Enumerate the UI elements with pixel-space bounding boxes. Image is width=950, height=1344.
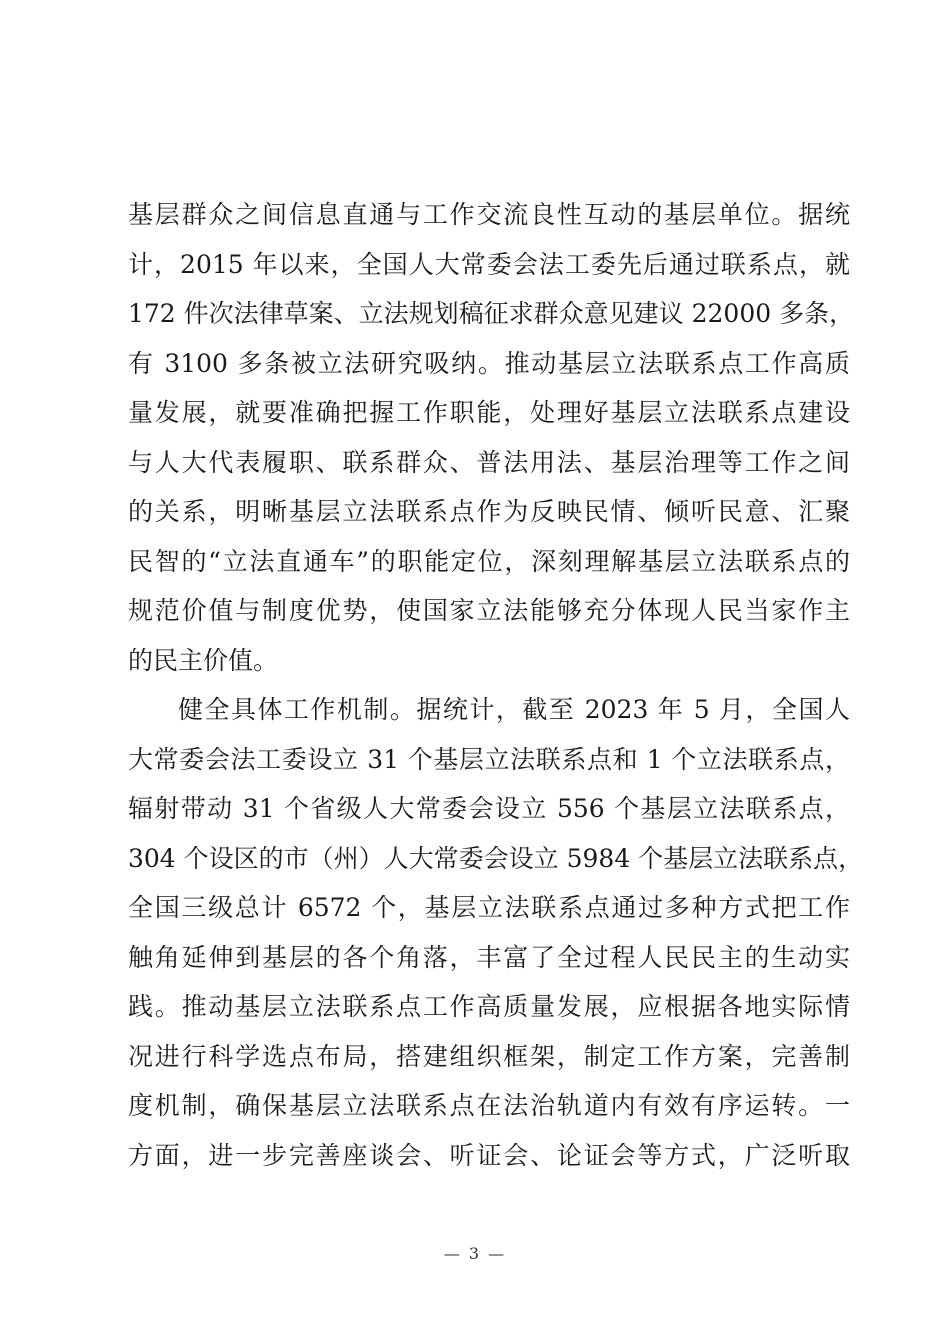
text-line: 践。推动基层立法联系点工作高质量发展，应根据各地实际情 [128, 992, 850, 1021]
text-line: 民智的“立法直通车”的职能定位，深刻理解基层立法联系点的 [128, 546, 850, 576]
text-line: 度机制，确保基层立法联系点在法治轨道内有效有序运转。一 [128, 1091, 850, 1120]
paragraph-continued [128, 190, 855, 685]
text-line: 量发展，就要准确把握工作职能，处理好基层立法联系点建设 [128, 398, 850, 427]
text-line: 况进行科学选点布局，搭建组织框架，制定工作方案，完善制 [128, 1041, 850, 1071]
body-text [128, 190, 864, 1180]
text-line: 的民主价值。 [128, 645, 279, 675]
text-line: 大常委会法工委设立 31 个基层立法联系点和 1 个立法联系点， [128, 744, 850, 774]
text-line: 的关系，明晰基层立法联系点作为反映民情、倾听民意、汇聚 [128, 497, 850, 526]
text-line: 方面，进一步完善座谈会、听证会、论证会等方式，广泛听取 [128, 1140, 850, 1170]
paragraph-mechanism [128, 685, 864, 1180]
text-line: 健全具体工作机制。据统计，截至 2023 年 5 月，全国人 [178, 695, 850, 724]
text-line: 计，2015 年以来，全国人大常委会法工委先后通过联系点，就 [128, 249, 850, 279]
text-line: 与人大代表履职、联系群众、普法用法、基层治理等工作之间 [128, 447, 850, 477]
text-line: 基层群众之间信息直通与工作交流良性互动的基层单位。据统 [128, 200, 850, 229]
text-line: 全国三级总计 6572 个，基层立法联系点通过多种方式把工作 [128, 893, 850, 922]
text-line: 触角延伸到基层的各个角落，丰富了全过程人民民主的生动实 [128, 942, 850, 972]
text-line: 有 3100 多条被立法研究吸纳。推动基层立法联系点工作高质 [128, 348, 850, 378]
text-line: 规范价值与制度优势，使国家立法能够充分体现人民当家作主 [128, 596, 850, 625]
text-line: 172 件次法律草案、立法规划稿征求群众意见建议 22000 多条， [128, 299, 855, 328]
page-number: — 3 — [443, 1244, 507, 1263]
text-line: 304 个设区的市（州）人大常委会设立 5984 个基层立法联系点， [128, 843, 864, 873]
text-line: 辐射带动 31 个省级人大常委会设立 556 个基层立法联系点， [128, 794, 850, 823]
